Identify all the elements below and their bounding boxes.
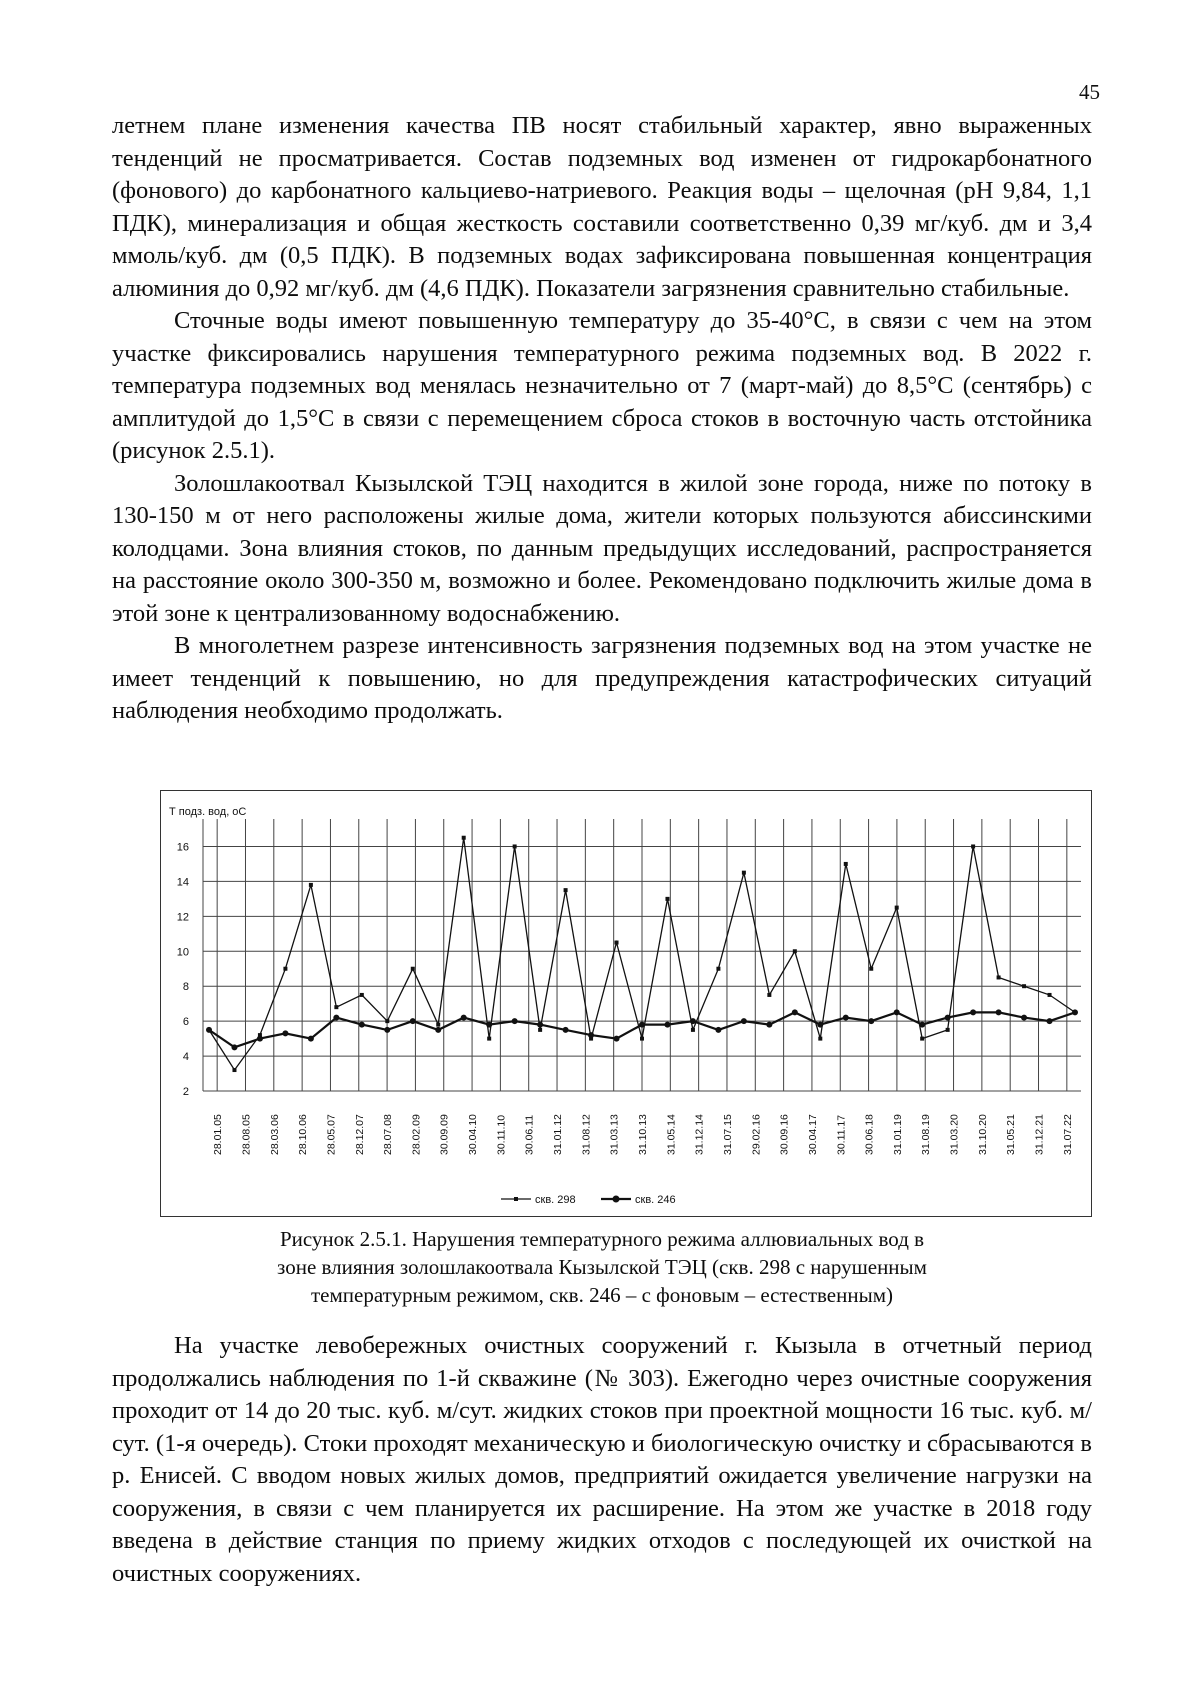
data-point-skv-246 [461,1015,467,1021]
chart-svg [161,791,1091,1216]
data-point-skv-246 [1072,1009,1078,1015]
x-tick-label: 31.12.14 [693,1114,706,1155]
legend-label: скв. 298 [535,1194,576,1206]
y-tick-label: 16 [176,841,189,854]
data-point-skv-298 [360,993,364,997]
body-text-bottom [112,1330,1092,1590]
data-point-skv-246 [384,1027,390,1033]
y-tick-label: 12 [176,911,189,924]
x-tick-label: 28.03.06 [268,1114,281,1155]
x-tick-label: 31.10.13 [637,1114,649,1155]
data-point-skv-298 [411,967,415,971]
y-tick-label: 8 [182,981,189,994]
body-text-top [112,110,1092,728]
data-point-skv-246 [257,1036,263,1042]
data-point-skv-298 [997,975,1001,979]
paragraph-wastewater: Сточные воды имеют повышенную температуру до 35-40°С, в связи с чем на этом участке фиксировались нарушения температурного режима подземных вод. В 2022 г. температура подземных вод менялась незначительно от 7 (март-май) до 8,5°С (сентябрь) с амплитудой до 1,5°С в связи с перемещением сброса стоков в восточную часть отстойника (рисунок 2.5.1). [112,307,1092,464]
data-point-skv-246 [970,1009,976,1015]
data-point-skv-298 [920,1037,924,1041]
y-tick-label: 6 [182,1016,189,1029]
data-point-skv-246 [333,1015,339,1021]
data-point-skv-298 [232,1068,236,1072]
data-point-skv-298 [334,1005,338,1009]
x-tick-label: 28.10.06 [297,1114,310,1155]
data-point-skv-298 [691,1028,695,1032]
data-point-skv-246 [588,1032,594,1038]
data-point-skv-298 [615,941,619,945]
figure-caption [112,1225,1092,1309]
data-point-skv-246 [308,1036,314,1042]
x-tick-label: 28.07.08 [382,1114,395,1155]
data-point-skv-246 [817,1022,823,1028]
data-point-skv-298 [869,967,873,971]
data-point-skv-298 [946,1028,950,1032]
data-point-skv-246 [512,1018,518,1024]
data-point-skv-298 [742,871,746,875]
x-tick-label: 30.04.17 [806,1114,819,1155]
x-tick-label: 30.11.10 [495,1114,508,1155]
paragraph-long-term: В многолетнем разрезе интенсивность загрязнения подземных вод на этом участке не имеет тенденций к повышению, но для предупреждения катастрофических ситуаций наблюдения необходимо продолжать. [112,632,1092,724]
x-tick-label: 30.11.17 [835,1114,848,1155]
data-point-skv-246 [563,1027,569,1033]
data-point-skv-246 [435,1027,441,1033]
y-tick-label: 2 [182,1086,189,1098]
data-point-skv-246 [639,1022,645,1028]
x-tick-label: 31.08.12 [580,1114,593,1155]
x-tick-label: 31.12.21 [1033,1114,1046,1155]
x-tick-label: 31.07.15 [721,1114,734,1155]
data-point-skv-298 [487,1037,491,1041]
data-point-skv-246 [690,1018,696,1024]
data-point-skv-246 [919,1022,925,1028]
y-tick-label: 4 [182,1051,189,1064]
data-point-skv-246 [715,1027,721,1033]
data-point-skv-298 [513,844,517,848]
data-point-skv-298 [1022,984,1026,988]
data-point-skv-298 [793,949,797,953]
data-point-skv-246 [359,1022,365,1028]
paragraph-treatment-plant: На участке левобережных очистных сооружений г. Кызыла в отчетный период продолжались наблюдения по 1-й скважине (№ 303). Ежегодно через очистные сооружения проходит от 14 до 20 тыс. куб. м/сут. жидких стоков при проектной мощности 16 тыс. куб. м/сут. (1-я очередь). Стоки проходят механическую и биологическую очистку и сбрасываются в р. Енисей. С вводом новых жилых домов, предприятий ожидается увеличение нагрузки на сооружения, в связи с чем планируется их расширение. На этом же участке в 2018 году введена в действие станция по приему жидких отходов с последующей их очисткой на очистных сооружениях. [112,1332,1092,1587]
data-point-skv-298 [385,1019,389,1023]
x-tick-label: 31.01.12 [552,1114,565,1155]
x-tick-label: 31.05.14 [665,1114,678,1155]
data-point-skv-298 [844,862,848,866]
temperature-chart [160,790,1092,1217]
data-point-skv-246 [945,1015,951,1021]
data-point-skv-246 [766,1022,772,1028]
x-tick-label: 31.07.22 [1061,1114,1074,1155]
data-point-skv-298 [309,883,313,887]
data-point-skv-298 [462,836,466,840]
x-tick-label: 28.08.05 [240,1114,253,1155]
x-tick-label: 28.05.07 [325,1114,338,1155]
data-point-skv-246 [843,1015,849,1021]
x-tick-label: 28.01.05 [212,1114,225,1155]
caption-line: температурным режимом, скв. 246 – с фоновым – естественным) [311,1283,893,1307]
data-point-skv-246 [894,1009,900,1015]
y-tick-label: 14 [176,876,189,889]
data-point-skv-246 [206,1027,212,1033]
caption-line: Рисунок 2.5.1. Нарушения температурного режима аллювиальных вод в [279,1227,925,1251]
data-point-skv-298 [971,844,975,848]
x-tick-label: 30.06.11 [523,1114,536,1155]
x-tick-label: 31.08.19 [920,1114,933,1155]
x-tick-label: 31.05.21 [1005,1114,1018,1155]
data-point-skv-246 [1047,1018,1053,1024]
data-point-skv-298 [716,967,720,971]
x-tick-label: 30.09.16 [778,1114,791,1155]
legend-marker [613,1196,620,1203]
x-tick-label: 28.02.09 [410,1114,423,1155]
paragraph-continued: летнем плане изменения качества ПВ носят стабильный характер, явно выраженных тенденций не просматривается. Состав подземных вод изменен от гидрокарбонатного (фонового) до карбонатного кальциево-натриевого. Реакция воды – щелочная (рН 9,84, 1,1 ПДК), минерализация и общая жесткость составили соответственно 0,39 мг/куб. дм и 3,4 ммоль/куб. дм (0,5 ПДК). В подземных водах зафиксирована повышенная концентрация алюминия до 0,92 мг/куб. дм (4,6 ПДК). Показатели загрязнения сравнительно стабильные. [112,112,1092,302]
paragraph-ash-dump: Золошлакоотвал Кызылской ТЭЦ находится в жилой зоне города, ниже по потоку в 130-150 м от него расположены жилые дома, жители которых пользуются абиссинскими колодцами. Зона влияния стоков, по данным предыдущих исследований, распространяется на расстояние около 300-350 м, возможно и более. Рекомендовано подключить жилые дома в этой зоне к централизованному водоснабжению. [112,469,1092,627]
data-point-skv-246 [231,1044,237,1050]
x-tick-label: 31.01.19 [891,1114,904,1155]
data-point-skv-298 [640,1037,644,1041]
data-point-skv-298 [767,993,771,997]
data-point-skv-246 [741,1018,747,1024]
x-tick-label: 28.12.07 [353,1114,366,1155]
x-tick-label: 30.06.18 [863,1114,876,1155]
y-tick-label: 10 [176,946,189,959]
data-point-skv-298 [895,906,899,910]
data-point-skv-298 [436,1023,440,1027]
data-point-skv-298 [1048,993,1052,997]
data-point-skv-246 [410,1018,416,1024]
legend-marker [514,1197,518,1201]
x-tick-label: 31.03.13 [608,1114,621,1155]
data-point-skv-246 [282,1030,288,1036]
data-point-skv-246 [1021,1015,1027,1021]
legend-label: скв. 246 [635,1194,676,1206]
data-point-skv-246 [614,1036,620,1042]
x-tick-label: 30.09.09 [438,1114,451,1155]
y-axis-label: Т подз. вод, оС [169,806,247,818]
x-tick-label: 30.04.10 [467,1114,480,1155]
data-point-skv-246 [792,1009,798,1015]
data-point-skv-246 [537,1022,543,1028]
data-point-skv-246 [486,1022,492,1028]
caption-line: зоне влияния золошлакоотвала Кызылской ТЭЦ (скв. 298 с нарушенным [277,1255,927,1279]
data-point-skv-246 [868,1018,874,1024]
data-point-skv-298 [538,1028,542,1032]
x-tick-label: 31.10.20 [976,1114,989,1155]
page-number: 45 [1079,80,1100,104]
data-point-skv-298 [818,1037,822,1041]
data-point-skv-246 [664,1022,670,1028]
data-point-skv-246 [996,1009,1002,1015]
x-tick-label: 29.02.16 [750,1114,763,1155]
x-tick-label: 31.03.20 [948,1114,961,1155]
data-point-skv-298 [564,888,568,892]
data-point-skv-298 [665,897,669,901]
data-point-skv-298 [283,967,287,971]
